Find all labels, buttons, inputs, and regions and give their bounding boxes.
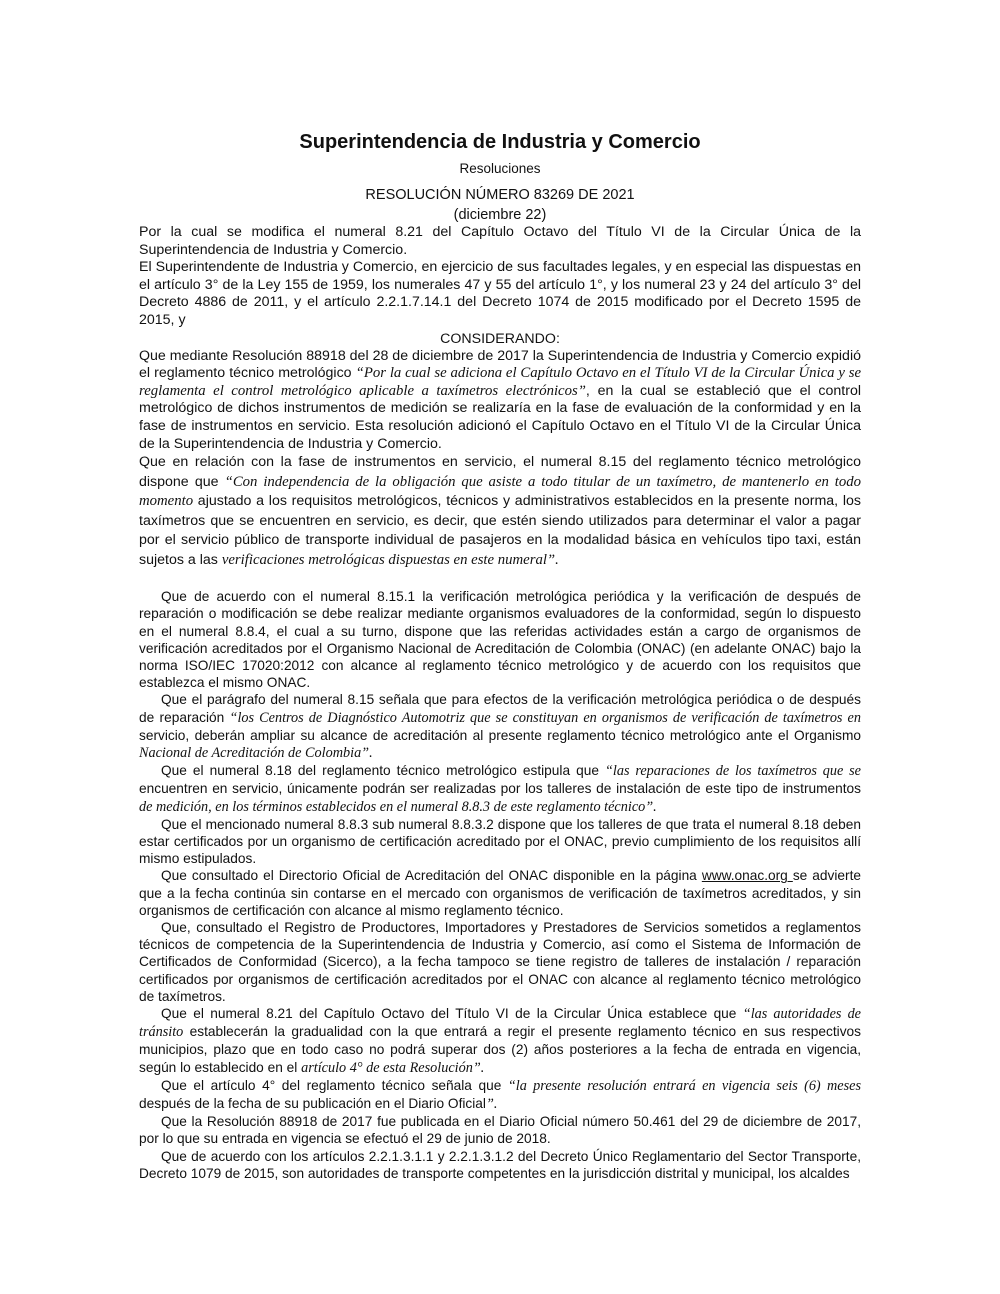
paragraph-1-text-b: , en la cual se estableció que el control metrológico de dichos instrumentos de medición se realizaría en la fase de evaluación de la conformidad y en la fase de instrumentos en servicio. Esta resolución adicionó el Capítulo Octavo en el Título VI de la Circular Única de la Superintendencia de Industria y Comercio. bbox=[139, 382, 861, 452]
considerando-heading: CONSIDERANDO: bbox=[440, 330, 560, 347]
paragraph-2-quote-start: “Con independencia de la obligación que asiste a todo titular de un taxímetro, de mantenerlo en todo momento bbox=[139, 473, 861, 510]
paragraph-2 bbox=[139, 453, 861, 570]
paragraph-9-quote-end: artículo 4° de esta Resolución”. bbox=[301, 1059, 485, 1076]
paragraph-6: Que el mencionado numeral 8.8.3 sub numeral 8.8.3.2 dispone que los talleres de que trata el numeral 8.18 deben estar certificados por un organismo de certificación acreditado por el ONAC, previo cumplimiento de los requisitos allí mismo estipulados. bbox=[139, 816, 861, 867]
section-label: Resoluciones bbox=[459, 161, 541, 176]
paragraph-7-text-b: se advierte que a la fecha continúa sin contarse en el mercado con organismos de verificación de taxímetros acreditados, y sin organismos de certificación con alcance al mismo reglamento técnico. bbox=[139, 868, 861, 918]
paragraph-8: Que, consultado el Registro de Productores, Importadores y Prestadores de Servicios sometidos a reglamentos técnicos de competencia de la Superintendencia de Industria y Comercio, así como el Sistema de Información de Certificados de Conformidad (Sicerco), a la fecha tampoco se tiene registro de talleres de instalación / reparación certificados por organismos de certificación acreditados por el ONAC con alcance al reglamento técnico metrológico de taxímetros. bbox=[139, 919, 861, 1004]
paragraph-1 bbox=[139, 348, 861, 454]
paragraph-4-text-b: servicio, deberán ampliar su alcance de acreditación al presente reglamento técnico metrológico ante el Organismo bbox=[139, 727, 861, 743]
paragraph-4 bbox=[139, 691, 861, 762]
paragraph-9-quote-start: “las autoridades de tránsito bbox=[139, 1006, 862, 1041]
paragraph-5-quote-start: “las reparaciones de los taxímetros que se bbox=[605, 763, 861, 780]
paragraph-2-text-b: ajustado a los requisitos metrológicos, técnicos y administrativos establecidos en la presente norma, los taxímetros que se encuentren en servicio, es decir, que estén siendo utilizados para determinar el valor a pagar por el servicio público de transporte individual de pasajeros en la modalidad básica en vehículos tipo taxi, están sujetos a las bbox=[139, 493, 861, 568]
paragraph-5-text-a: Que el numeral 8.18 del reglamento técnico metrológico estipula que bbox=[161, 763, 605, 779]
paragraph-10-text-a: Que el artículo 4° del reglamento técnico señala que bbox=[161, 1077, 508, 1093]
paragraph-7-text-a: Que consultado el Directorio Oficial de Acreditación del ONAC disponible en la página bbox=[161, 868, 702, 884]
paragraph-9-text-a: Que el numeral 8.21 del Capítulo Octavo del Título VI de la Circular Única establece que bbox=[161, 1006, 743, 1021]
organization-title: Superintendencia de Industria y Comercio bbox=[299, 131, 701, 153]
paragraph-12: Que de acuerdo con los artículos 2.2.1.3.1.1 y 2.2.1.3.1.2 del Decreto Único Reglamentario del Sector Transporte, Decreto 1079 de 2015, son autoridades de transporte competentes en la jurisdicción distrital y municipal, los alcaldes bbox=[139, 1148, 861, 1181]
paragraph-10-quote-start: “la presente resolución entrará en vigencia seis (6) meses bbox=[507, 1077, 861, 1094]
paragraph-10 bbox=[139, 1077, 861, 1113]
resolution-number: RESOLUCIÓN NÚMERO 83269 DE 2021 bbox=[365, 187, 635, 203]
paragraph-9 bbox=[139, 1005, 861, 1077]
paragraph-2-quote-end: verificaciones metrológicas dispuestas en este numeral”. bbox=[221, 551, 559, 568]
paragraph-10-quote-end: ”. bbox=[485, 1096, 498, 1113]
paragraph-4-quote-end: Nacional de Acreditación de Colombia”. bbox=[139, 744, 373, 761]
paragraph-5-quote-end: de medición, en los términos establecidos en el numeral 8.8.3 de este reglamento técnico”. bbox=[139, 798, 657, 815]
paragraph-5 bbox=[139, 762, 861, 816]
paragraph-9-text-b: establecerán la gradualidad con la que entrará a regir el presente reglamento técnico en sus respectivos municipios, plazo que en todo caso no podrá superar dos (2) años posteriores a la fecha de entrada en vigencia, según lo establecido en el bbox=[139, 1024, 861, 1075]
preamble-authority: El Superintendente de Industria y Comercio, en ejercicio de sus facultades legales, y en especial las dispuestas en el artículo 3° de la Ley 155 de 1959, los numerales 47 y 55 del artículo 1°, y los numeral 23 y 24 del artículo 3° del Decreto 4886 de 2011, y el artículo 2.2.1.7.14.1 del Decreto 1074 de 2015 modificado por el Decreto 1595 de 2015, y bbox=[139, 259, 861, 328]
paragraph-gap bbox=[139, 570, 861, 588]
paragraph-4-text-a: Que el parágrafo del numeral 8.15 señala que para efectos de la verificación metrológica periódica o de después de reparación bbox=[139, 692, 861, 725]
preamble-subject: Por la cual se modifica el numeral 8.21 del Capítulo Octavo del Título VI de la Circular Única de la Superintendencia de Industria y Comercio. bbox=[139, 224, 861, 258]
paragraph-10-text-b: después de la fecha de su publicación en el Diario Oficial bbox=[139, 1096, 486, 1112]
paragraph-2-text-a: Que en relación con la fase de instrumentos en servicio, el numeral 8.15 del reglamento técnico metrológico dispone que bbox=[139, 454, 861, 490]
resolution-date: (diciembre 22) bbox=[453, 207, 547, 223]
paragraph-4-quote-start: “los Centros de Diagnóstico Automotriz que se constituyan en organismos de verificación de taxímetros en bbox=[229, 709, 861, 726]
onac-website-link[interactable]: www.onac.org bbox=[701, 868, 793, 884]
paragraph-3: Que de acuerdo con el numeral 8.15.1 la verificación metrológica periódica y la verificación de después de reparación o modificación se debe realizar mediante organismos evaluadores de la conformidad, según lo dispuesto en el numeral 8.8.4, el cual a su turno, dispone que las referidas actividades están a cargo de organismos de verificación acreditados por el Organismo Nacional de Acreditación de Colombia (ONAC) (en adelante ONAC) bajo la norma ISO/IEC 17020:2012 con alcance al reglamento técnico metrológico y de acuerdo con los requisitos que establezca el mismo ONAC. bbox=[139, 589, 861, 691]
paragraph-1-text-a: Que mediante Resolución 88918 del 28 de diciembre de 2017 la Superintendencia de Industria y Comercio expidió el reglamento técnico metrológico bbox=[139, 347, 861, 382]
document-page bbox=[139, 128, 861, 1182]
paragraph-7 bbox=[139, 867, 861, 919]
paragraph-5-text-b: encuentren en servicio, únicamente podrán ser realizadas por los talleres de instalación de este tipo de instrumentos bbox=[139, 781, 861, 797]
paragraph-11: Que la Resolución 88918 de 2017 fue publicada en el Diario Oficial número 50.461 del 29 de diciembre de 2017, por lo que su entrada en vigencia se efectuó el 29 de junio de 2018. bbox=[139, 1114, 861, 1147]
paragraph-1-quote: “Por la cual se adiciona el Capítulo Octavo en el Título VI de la Circular Única y se reglamenta el control metrológico aplicable a taxímetros electrónicos” bbox=[139, 365, 862, 399]
